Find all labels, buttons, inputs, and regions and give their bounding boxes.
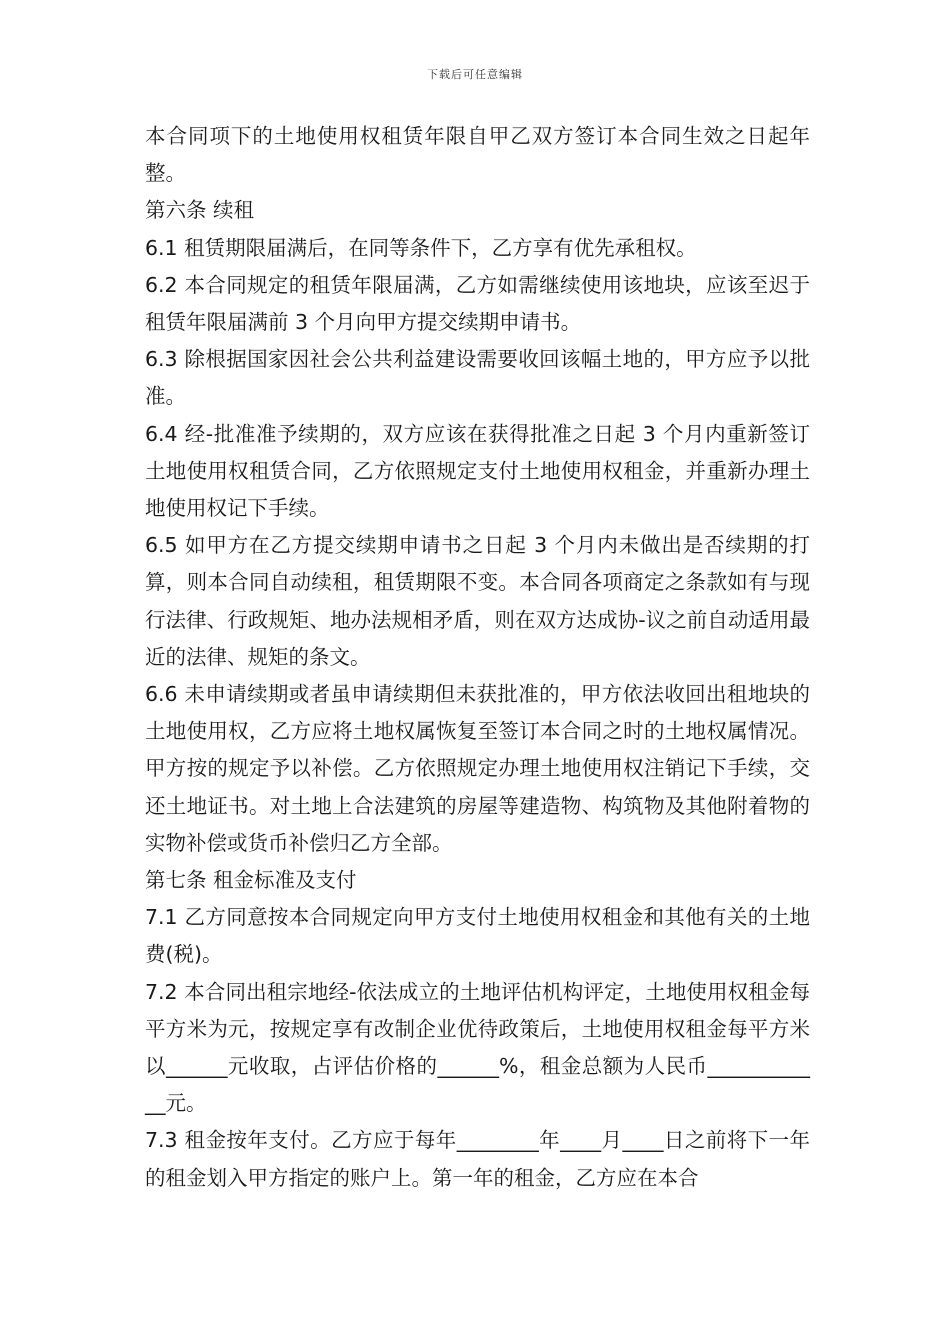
clause-6-4: 6.4 经-批准准予续期的，双方应该在获得批准之日起 3 个月内重新签订土地使用权租赁合同，乙方依照规定支付土地使用权租金，并重新办理土地使用权记下手续。 (145, 421, 810, 521)
page-header: 下载后可任意编辑 (427, 68, 523, 81)
document-body (145, 118, 810, 1197)
clause-6-5: 6.5 如甲方在乙方提交续期申请书之日起 3 个月内未做出是否续期的打算，则本合同自动续租，租赁期限不变。本合同各项商定之条款如有与现行法律、行政规矩、地办法规相矛盾，则在双方达成协-议之前自动适用最近的法律、规矩的条文。 (145, 533, 810, 669)
article-heading-6: 第六条 续租 (145, 198, 255, 223)
clause-6-2: 6.2 本合同规定的租赁年限届满，乙方如需继续使用该地块，应该至迟于租赁年限届满前 3 个月向甲方提交续期申请书。 (145, 272, 810, 335)
clause-7-3: 7.3 租金按年支付。乙方应于每年________年____月____日之前将下一年的租金划入甲方指定的账户上。第一年的租金，乙方应在本合 (145, 1128, 810, 1190)
clause-6-3: 6.3 除根据国家因社会公共利益建设需要收回该幅土地的，甲方应予以批准。 (145, 347, 810, 409)
article-heading-7: 第七条 租金标准及支付 (145, 868, 357, 893)
clause-7-1: 7.1 乙方同意按本合同规定向甲方支付土地使用权租金和其他有关的土地费(税)。 (145, 905, 810, 967)
term-clause: 本合同项下的土地使用权租赁年限自甲乙双方签订本合同生效之日起年整。 (145, 124, 810, 186)
clause-7-2: 7.2 本合同出租宗地经-依法成立的土地评估机构评定，土地使用权租金每平方米为元，按规定享有改制企业优待政策后，土地使用权租金每平方米以______元收取，占评估价格的______%，租金总额为人民币____________元。 (145, 979, 810, 1116)
clause-6-1: 6.1 租赁期限届满后，在同等条件下，乙方享有优先承租权。 (145, 235, 697, 260)
clause-6-6: 6.6 未申请续期或者虽申请续期但未获批准的，甲方依法收回出租地块的土地使用权，乙方应将土地权属恢复至签订本合同之时的土地权属情况。甲方按的规定予以补偿。乙方依照规定办理土地使用权注销记下手续，交还土地证书。对土地上合法建筑的房屋等建造物、构筑物及其他附着物的实物补偿或货币补偿归乙方全部。 (145, 682, 810, 855)
